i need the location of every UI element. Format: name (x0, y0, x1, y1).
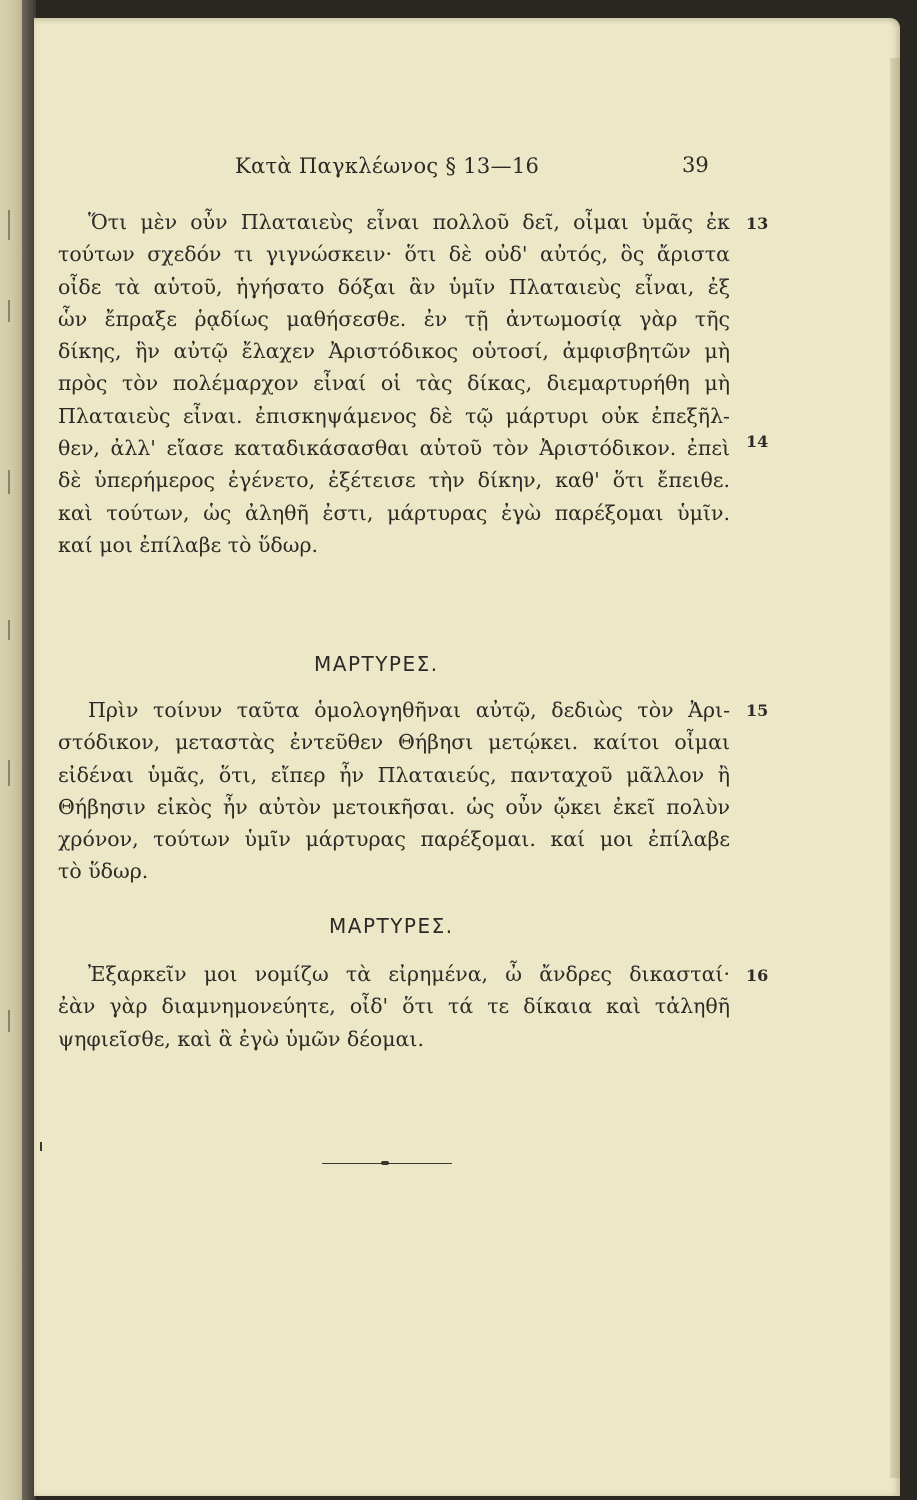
ink-speck (40, 1142, 42, 1151)
text-line: δίκης, ἣν αὐτῷ ἔλαχεν Ἀριστόδικος οὑτοσί, ἀμφισβητῶν μὴ (58, 339, 730, 364)
text-line: χρόνον, τούτων ὑμῖν μάρτυρας παρέξομαι. καί μοι ἐπίλαβε (58, 827, 730, 852)
facing-page-mark (8, 760, 10, 786)
paragraph-1 (58, 206, 730, 561)
facing-page-mark (8, 470, 10, 494)
text-line: εἰδέναι ὑμᾶς, ὅτι, εἴπερ ἦν Πλαταιεύς, πανταχοῦ μᾶλλον ἢ (58, 762, 730, 787)
text-line: τὸ ὕδωρ. (58, 859, 149, 884)
text-line: ψηφιεῖσθε, καὶ ἃ ἐγὼ ὑμῶν δέομαι. (58, 1026, 424, 1051)
text-line: ἐὰν γὰρ διαμνημονεύητε, οἶδ' ὅτι τά τε δίκαια καὶ τἀληθῆ (58, 994, 730, 1019)
section-number-14: 14 (746, 432, 769, 451)
text-line: δὲ ὑπερήμερος ἐγένετο, ἐξέτεισε τὴν δίκην, καθ' ὅτι ἔπειθε. (58, 468, 730, 493)
text-line: στόδικον, μεταστὰς ἐντεῦθεν Θήβησι μετῴκει. καίτοι οἶμαι (58, 730, 730, 755)
paragraph-3 (58, 958, 730, 1055)
text-line: Ὅτι μὲν οὖν Πλαταιεὺς εἶναι πολλοῦ δεῖ, οἶμαι ὑμᾶς ἐκ (88, 210, 730, 234)
text-line: θεν, ἀλλ' εἴασε καταδικάσασθαι αὑτοῦ τὸν Ἀριστόδικον. ἐπεὶ (58, 436, 730, 461)
text-line: Θήβησιν εἰκὸς ἦν αὐτὸν μετοικῆσαι. ὡς οὖν ᾤκει ἐκεῖ πολὺν (58, 794, 730, 819)
witnesses-heading: ΜΑΡΤΥΡΕΣ. (329, 914, 454, 938)
text-line: καί μοι ἐπίλαβε τὸ ὕδωρ. (58, 532, 319, 557)
running-header: Κατὰ Παγκλέωνος § 13—16 (235, 154, 540, 178)
text-line: Πλαταιεὺς εἶναι. ἐπισκηψάμενος δὲ τῷ μάρτυρι οὐκ ἐπεξῆλ- (58, 403, 730, 428)
text-line: ὧν ἔπραξε ῥᾳδίως μαθήσεσθε. ἐν τῇ ἀντωμοσίᾳ γὰρ τῆς (58, 306, 730, 331)
facing-page-edge (0, 0, 22, 1500)
text-line: Ἐξαρκεῖν μοι νομίζω τὰ εἰρημένα, ὦ ἄνδρες δικασταί· (88, 962, 730, 986)
facing-page-mark (8, 620, 10, 640)
text-line: Πρὶν τοίνυν ταῦτα ὁμολογηθῆναι αὐτῷ, δεδιὼς τὸν Ἀρι- (88, 698, 730, 722)
end-rule-ornament (381, 1161, 389, 1165)
text-line: πρὸς τὸν πολέμαρχον εἶναί οἱ τὰς δίκας, διεμαρτυρήθη μὴ (58, 371, 730, 396)
section-number-15: 15 (746, 701, 769, 720)
page-number: 39 (682, 153, 709, 177)
text-line: τούτων σχεδόν τι γιγνώσκειν· ὅτι δὲ οὐδ' αὐτός, ὃς ἄριστα (58, 242, 730, 267)
text-line: καὶ τούτων, ὡς ἀληθῆ ἐστι, μάρτυρας ἐγὼ παρέξομαι ὑμῖν. (58, 500, 730, 525)
facing-page-mark (8, 1010, 10, 1032)
section-number-16: 16 (746, 966, 769, 985)
paragraph-2 (58, 694, 730, 888)
page-edge-shadow (890, 58, 900, 1478)
section-number-13: 13 (746, 214, 769, 233)
facing-page-mark (8, 210, 10, 240)
text-line: οἶδε τὰ αὑτοῦ, ἡγήσατο δόξαι ἂν ὑμῖν Πλαταιεὺς εἶναι, ἐξ (58, 274, 730, 299)
facing-page-mark (8, 300, 10, 322)
witnesses-heading: ΜΑΡΤΥΡΕΣ. (314, 652, 439, 676)
